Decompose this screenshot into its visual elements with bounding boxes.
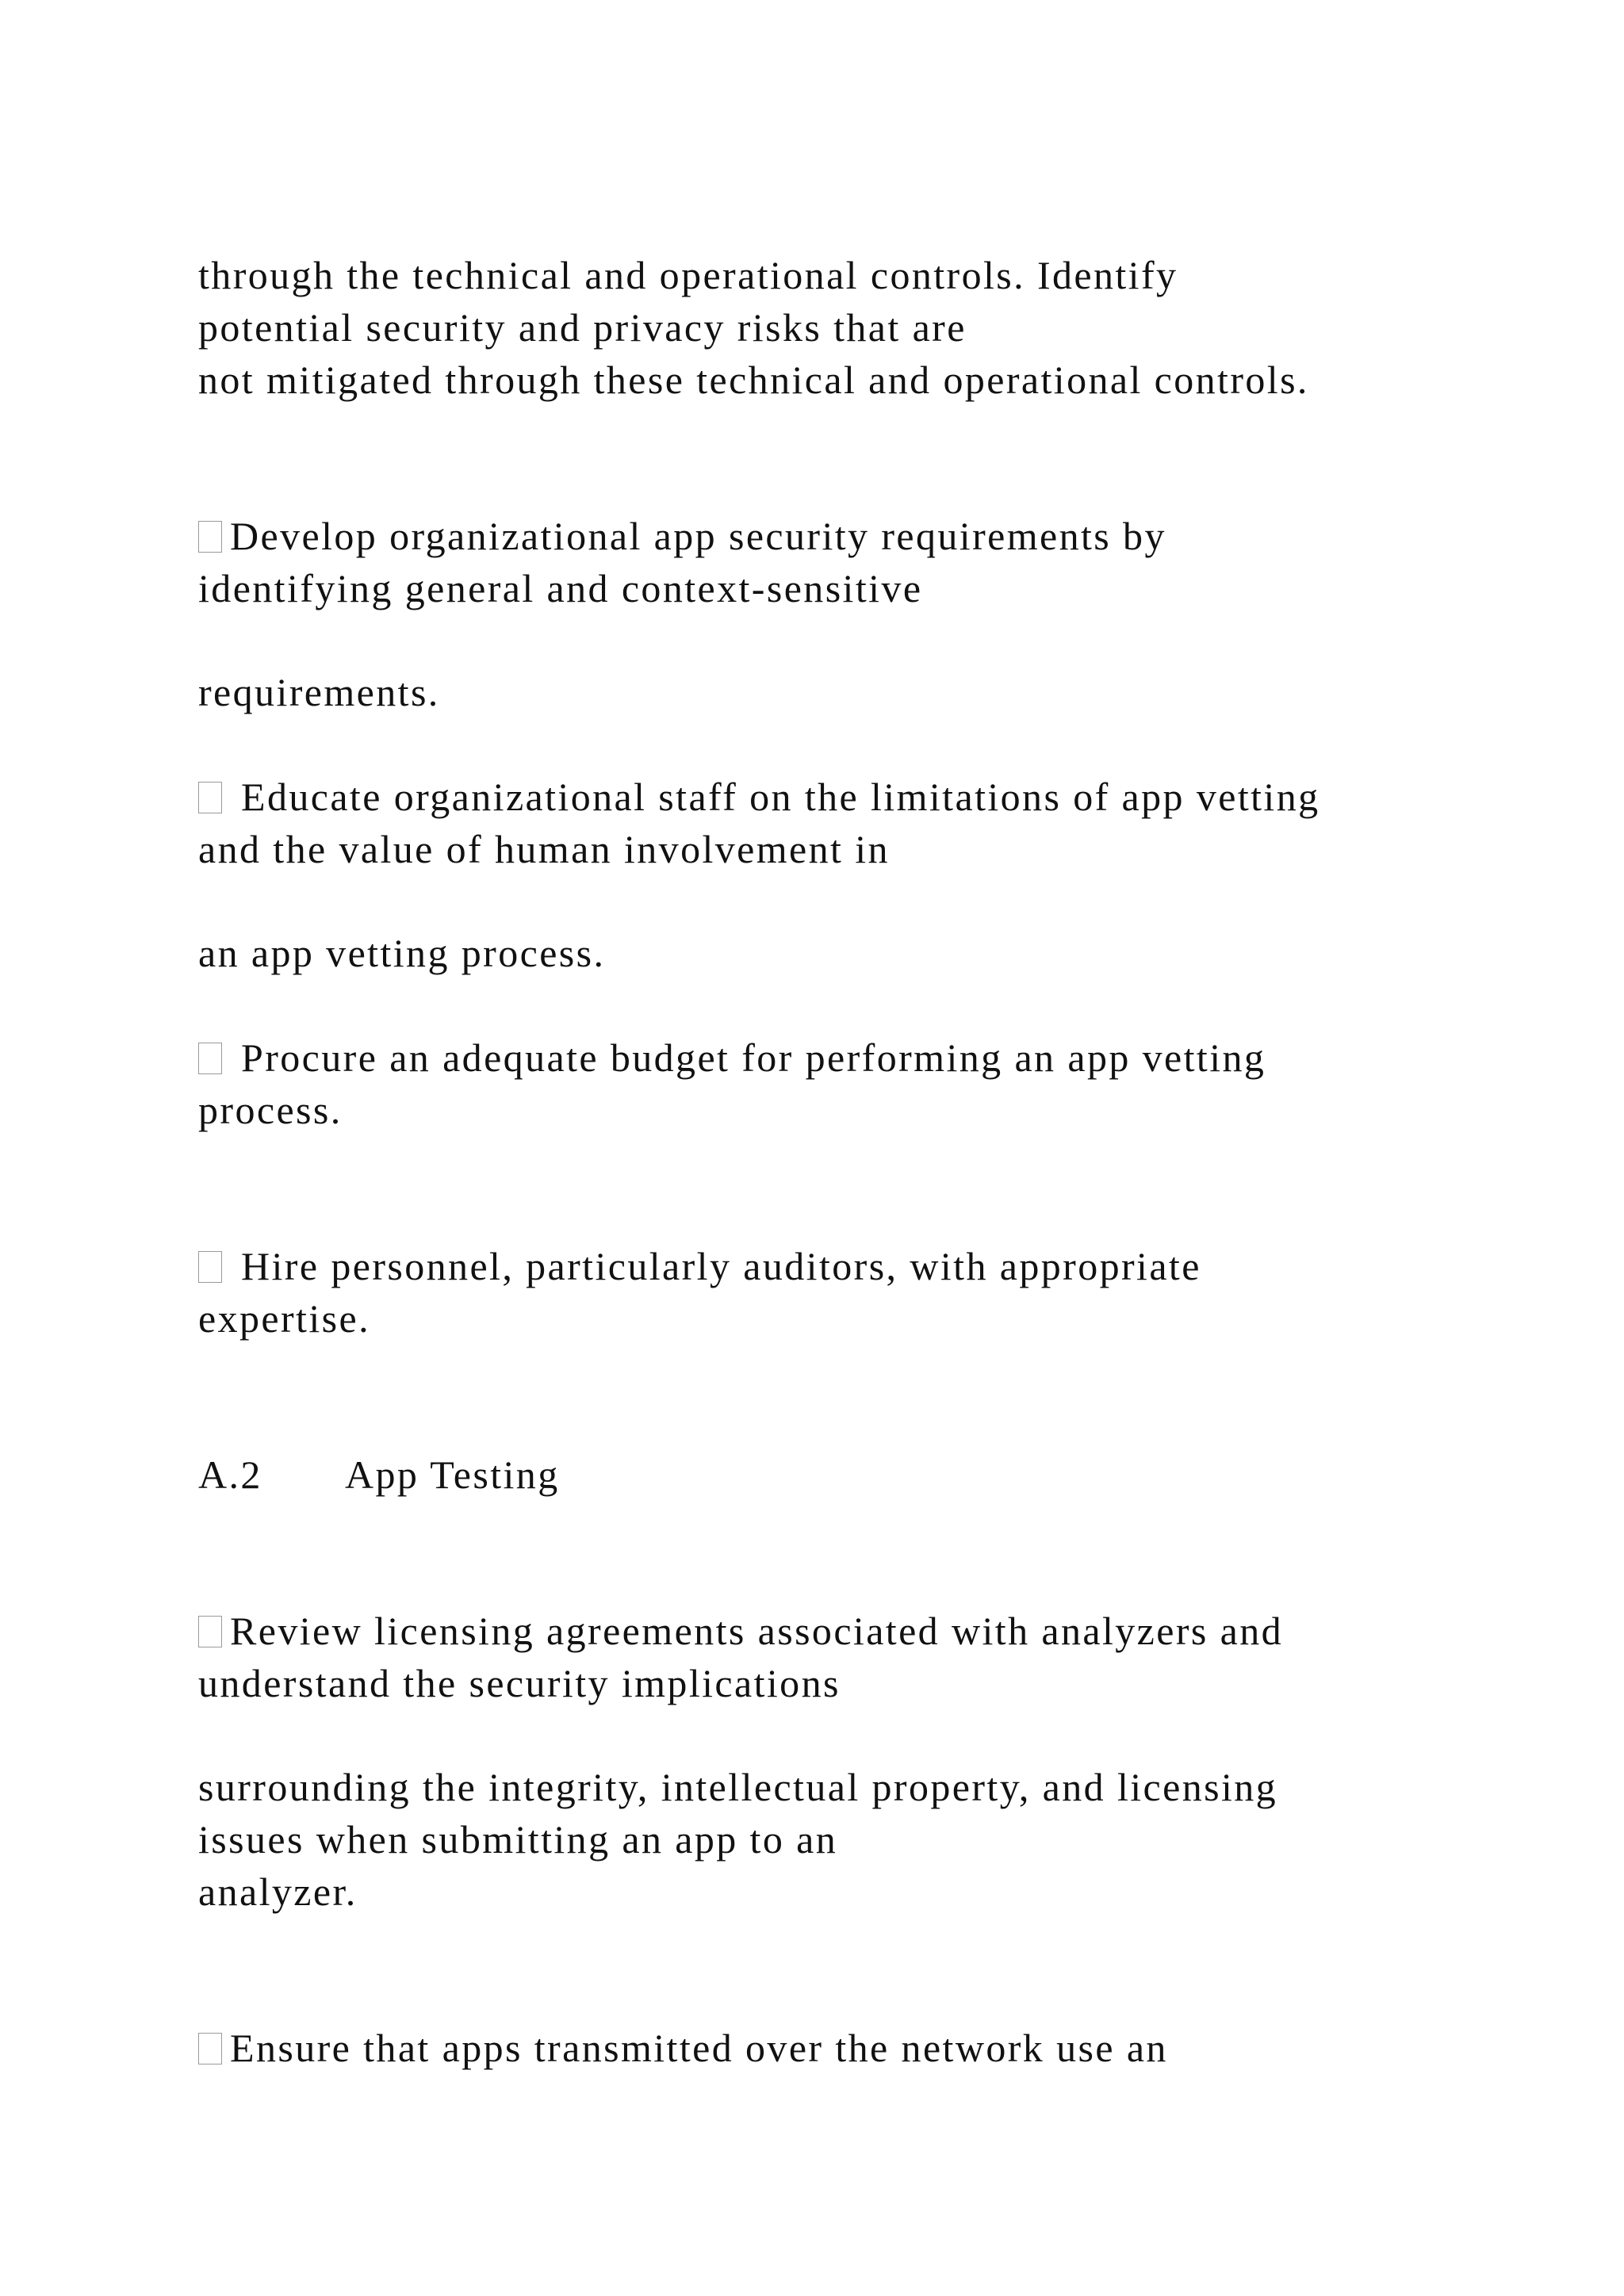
- paragraph-line: through the technical and operational controls. Identify: [198, 253, 1178, 297]
- bullet-continuation: requirements.: [198, 670, 440, 714]
- bullet-text: Educate organizational staff on the limitations of app vetting: [241, 775, 1320, 819]
- missing-glyph-box-icon: [198, 2033, 222, 2064]
- bullet-text: Ensure that apps transmitted over the network use an: [230, 2026, 1168, 2070]
- bullet-line: [198, 516, 1166, 556]
- bullet-continuation: understand the security implications: [198, 1661, 841, 1705]
- section-heading: [198, 1452, 560, 1497]
- bullet-line: [198, 1611, 1283, 1651]
- section-title: App Testing: [345, 1452, 560, 1497]
- bullet-continuation: issues when submitting an app to an: [198, 1817, 838, 1862]
- bullet-continuation: analyzer.: [198, 1869, 358, 1914]
- bullet-text: Procure an adequate budget for performing an app vetting: [241, 1035, 1266, 1080]
- missing-glyph-box-icon: [198, 521, 222, 553]
- bullet-line: [198, 777, 1320, 817]
- bullet-continuation: surrounding the integrity, intellectual property, and licensing: [198, 1765, 1278, 1809]
- section-number: A.2: [198, 1452, 262, 1497]
- missing-glyph-box-icon: [198, 1043, 222, 1074]
- paragraph-line: not mitigated through these technical and operational controls.: [198, 358, 1309, 402]
- bullet-text: Hire personnel, particularly auditors, with appropriate: [241, 1244, 1201, 1288]
- missing-glyph-box-icon: [198, 782, 222, 813]
- bullet-continuation: expertise.: [198, 1296, 370, 1341]
- bullet-line: [198, 1035, 1266, 1080]
- paragraph-line: potential security and privacy risks that are: [198, 305, 967, 350]
- bullet-text: Develop organizational app security requirements by: [230, 514, 1166, 558]
- bullet-line: [198, 2028, 1168, 2068]
- bullet-line: [198, 1246, 1201, 1286]
- missing-glyph-box-icon: [198, 1616, 222, 1647]
- bullet-text: Review licensing agreements associated with analyzers and: [230, 1609, 1284, 1653]
- missing-glyph-box-icon: [198, 1251, 222, 1283]
- bullet-continuation: identifying general and context-sensitive: [198, 566, 923, 610]
- bullet-continuation: an app vetting process.: [198, 931, 606, 975]
- bullet-continuation: and the value of human involvement in: [198, 827, 890, 871]
- bullet-continuation: process.: [198, 1088, 343, 1132]
